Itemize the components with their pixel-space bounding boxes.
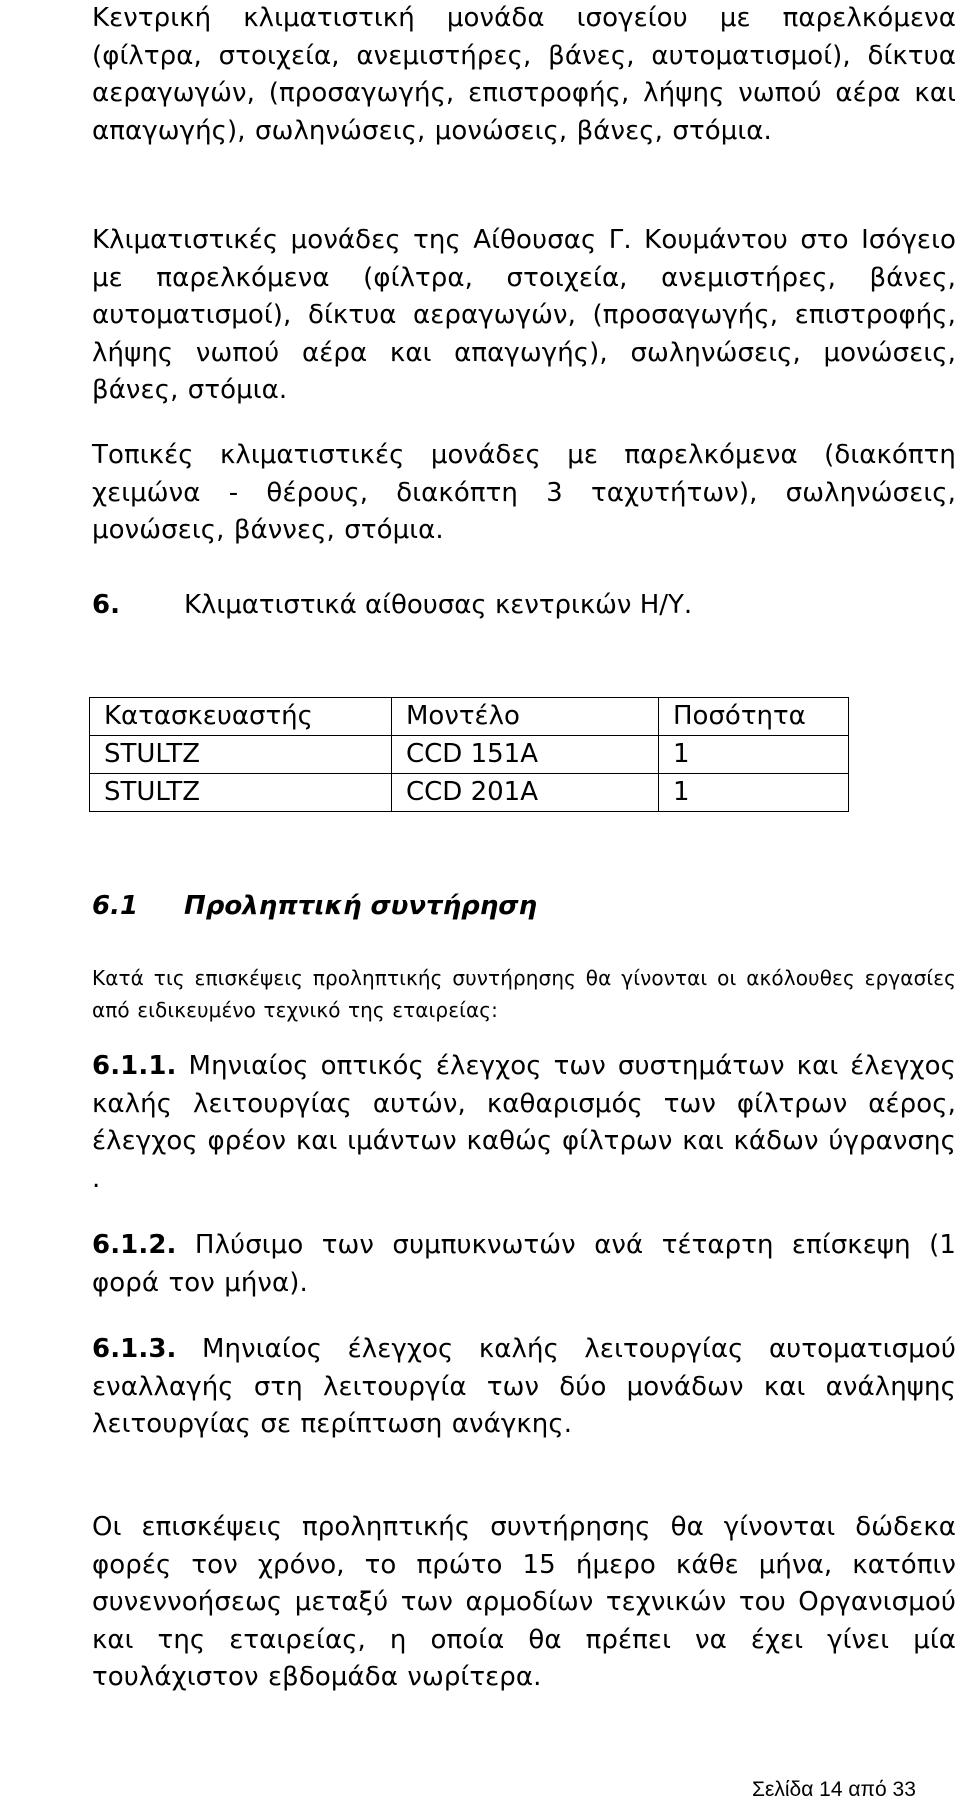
table-header-row <box>90 698 849 736</box>
table-row <box>90 736 849 774</box>
table-header-cell: Μοντέλο <box>392 698 659 736</box>
step-number: 6.1.3. <box>92 1334 177 1364</box>
section-6-1-number: 6.1 <box>92 891 139 921</box>
step-number: 6.1.2. <box>92 1230 177 1260</box>
step-number: 6.1.1. <box>92 1051 177 1081</box>
table-cell: STULTZ <box>90 736 392 774</box>
step-6-1-3 <box>92 1331 956 1444</box>
step-text: Πλύσιμο των συμπυκνωτών ανά τέταρτη επίσκεψη (1 φορά τον μήνα). <box>92 1230 956 1298</box>
step-text: Μηνιαίος έλεγχος καλής λειτουργίας αυτοματισμού εναλλαγής στη λειτουργία των δύο μονάδων και ανάληψης λειτουργίας σε περίπτωση ανάγκης. <box>92 1334 956 1439</box>
paragraph-central-unit: Κεντρική κλιματιστική μονάδα ισογείου με παρελκόμενα (φίλτρα, στοιχεία, ανεμιστήρες, βάνες, αυτοματισμοί), δίκτυα αεραγωγών, (προσαγωγής, επιστροφής, λήψης νωπού αέρα και απαγωγής), σωληνώσεις, μονώσεις, βάνες, στόμια. <box>92 3 956 146</box>
section-6-title: Κλιματιστικά αίθουσας κεντρικών Η/Υ. <box>184 590 693 620</box>
table-header-cell: Ποσότητα <box>659 698 849 736</box>
step-text: Μηνιαίος οπτικός έλεγχος των συστημάτων και έλεγχος καλής λειτουργίας αυτών, καθαρισμός των φίλτρων αέρος, έλεγχος φρέον και ιμάντων καθώς φίλτρων και κάδων ύγρανσης . <box>92 1051 956 1194</box>
section-6-1-intro: Κατά τις επισκέψεις προληπτικής συντήρησης θα γίνονται οι ακόλουθες εργασίες από ειδικευμένο τεχνικό της εταιρείας: <box>92 966 956 1022</box>
table-cell: CCD 201A <box>392 774 659 812</box>
section-6-1-heading <box>92 888 537 926</box>
step-6-1-1 <box>92 1048 956 1198</box>
table-cell: 1 <box>659 736 849 774</box>
paragraph-room-units: Κλιματιστικές μονάδες της Αίθουσας Γ. Κουμάντου στο Ισόγειο με παρελκόμενα (φίλτρα, στοιχεία, ανεμιστήρες, βάνες, αυτοματισμοί), δίκτυα αεραγωγών, (προσαγωγής, επιστροφής, λήψης νωπού αέρα και απαγωγής), σωληνώσεις, μονώσεις, βάνες, στόμια. <box>92 225 956 405</box>
table-cell: STULTZ <box>90 774 392 812</box>
table-cell: CCD 151A <box>392 736 659 774</box>
equipment-table <box>89 697 849 812</box>
section-6-number: 6. <box>92 590 120 620</box>
paragraph-local-units: Τοπικές κλιματιστικές μονάδες με παρελκόμενα (διακόπτη χειμώνα - θέρους, διακόπτη 3 ταχυτήτων), σωληνώσεις, μονώσεις, βάννες, στόμια. <box>92 440 956 545</box>
section-6-1-title: Προληπτική συντήρηση <box>184 891 538 921</box>
step-6-1-2 <box>92 1227 956 1302</box>
page-number: Σελίδα 14 από 33 <box>752 1778 916 1801</box>
table-header-cell: Κατασκευαστής <box>90 698 392 736</box>
paragraph-visit-schedule: Οι επισκέψεις προληπτικής συντήρησης θα γίνονται δώδεκα φορές τον χρόνο, το πρώτο 15 ήμερο κάθε μήνα, κατόπιν συνεννοήσεως μεταξύ των αρμοδίων τεχνικών του Οργανισμού και της εταιρείας, η οποία θα πρέπει να έχει γίνει μία τουλάχιστον εβδομάδα νωρίτερα. <box>92 1512 956 1692</box>
table-row <box>90 774 849 812</box>
section-6-heading <box>92 587 692 625</box>
table-cell: 1 <box>659 774 849 812</box>
